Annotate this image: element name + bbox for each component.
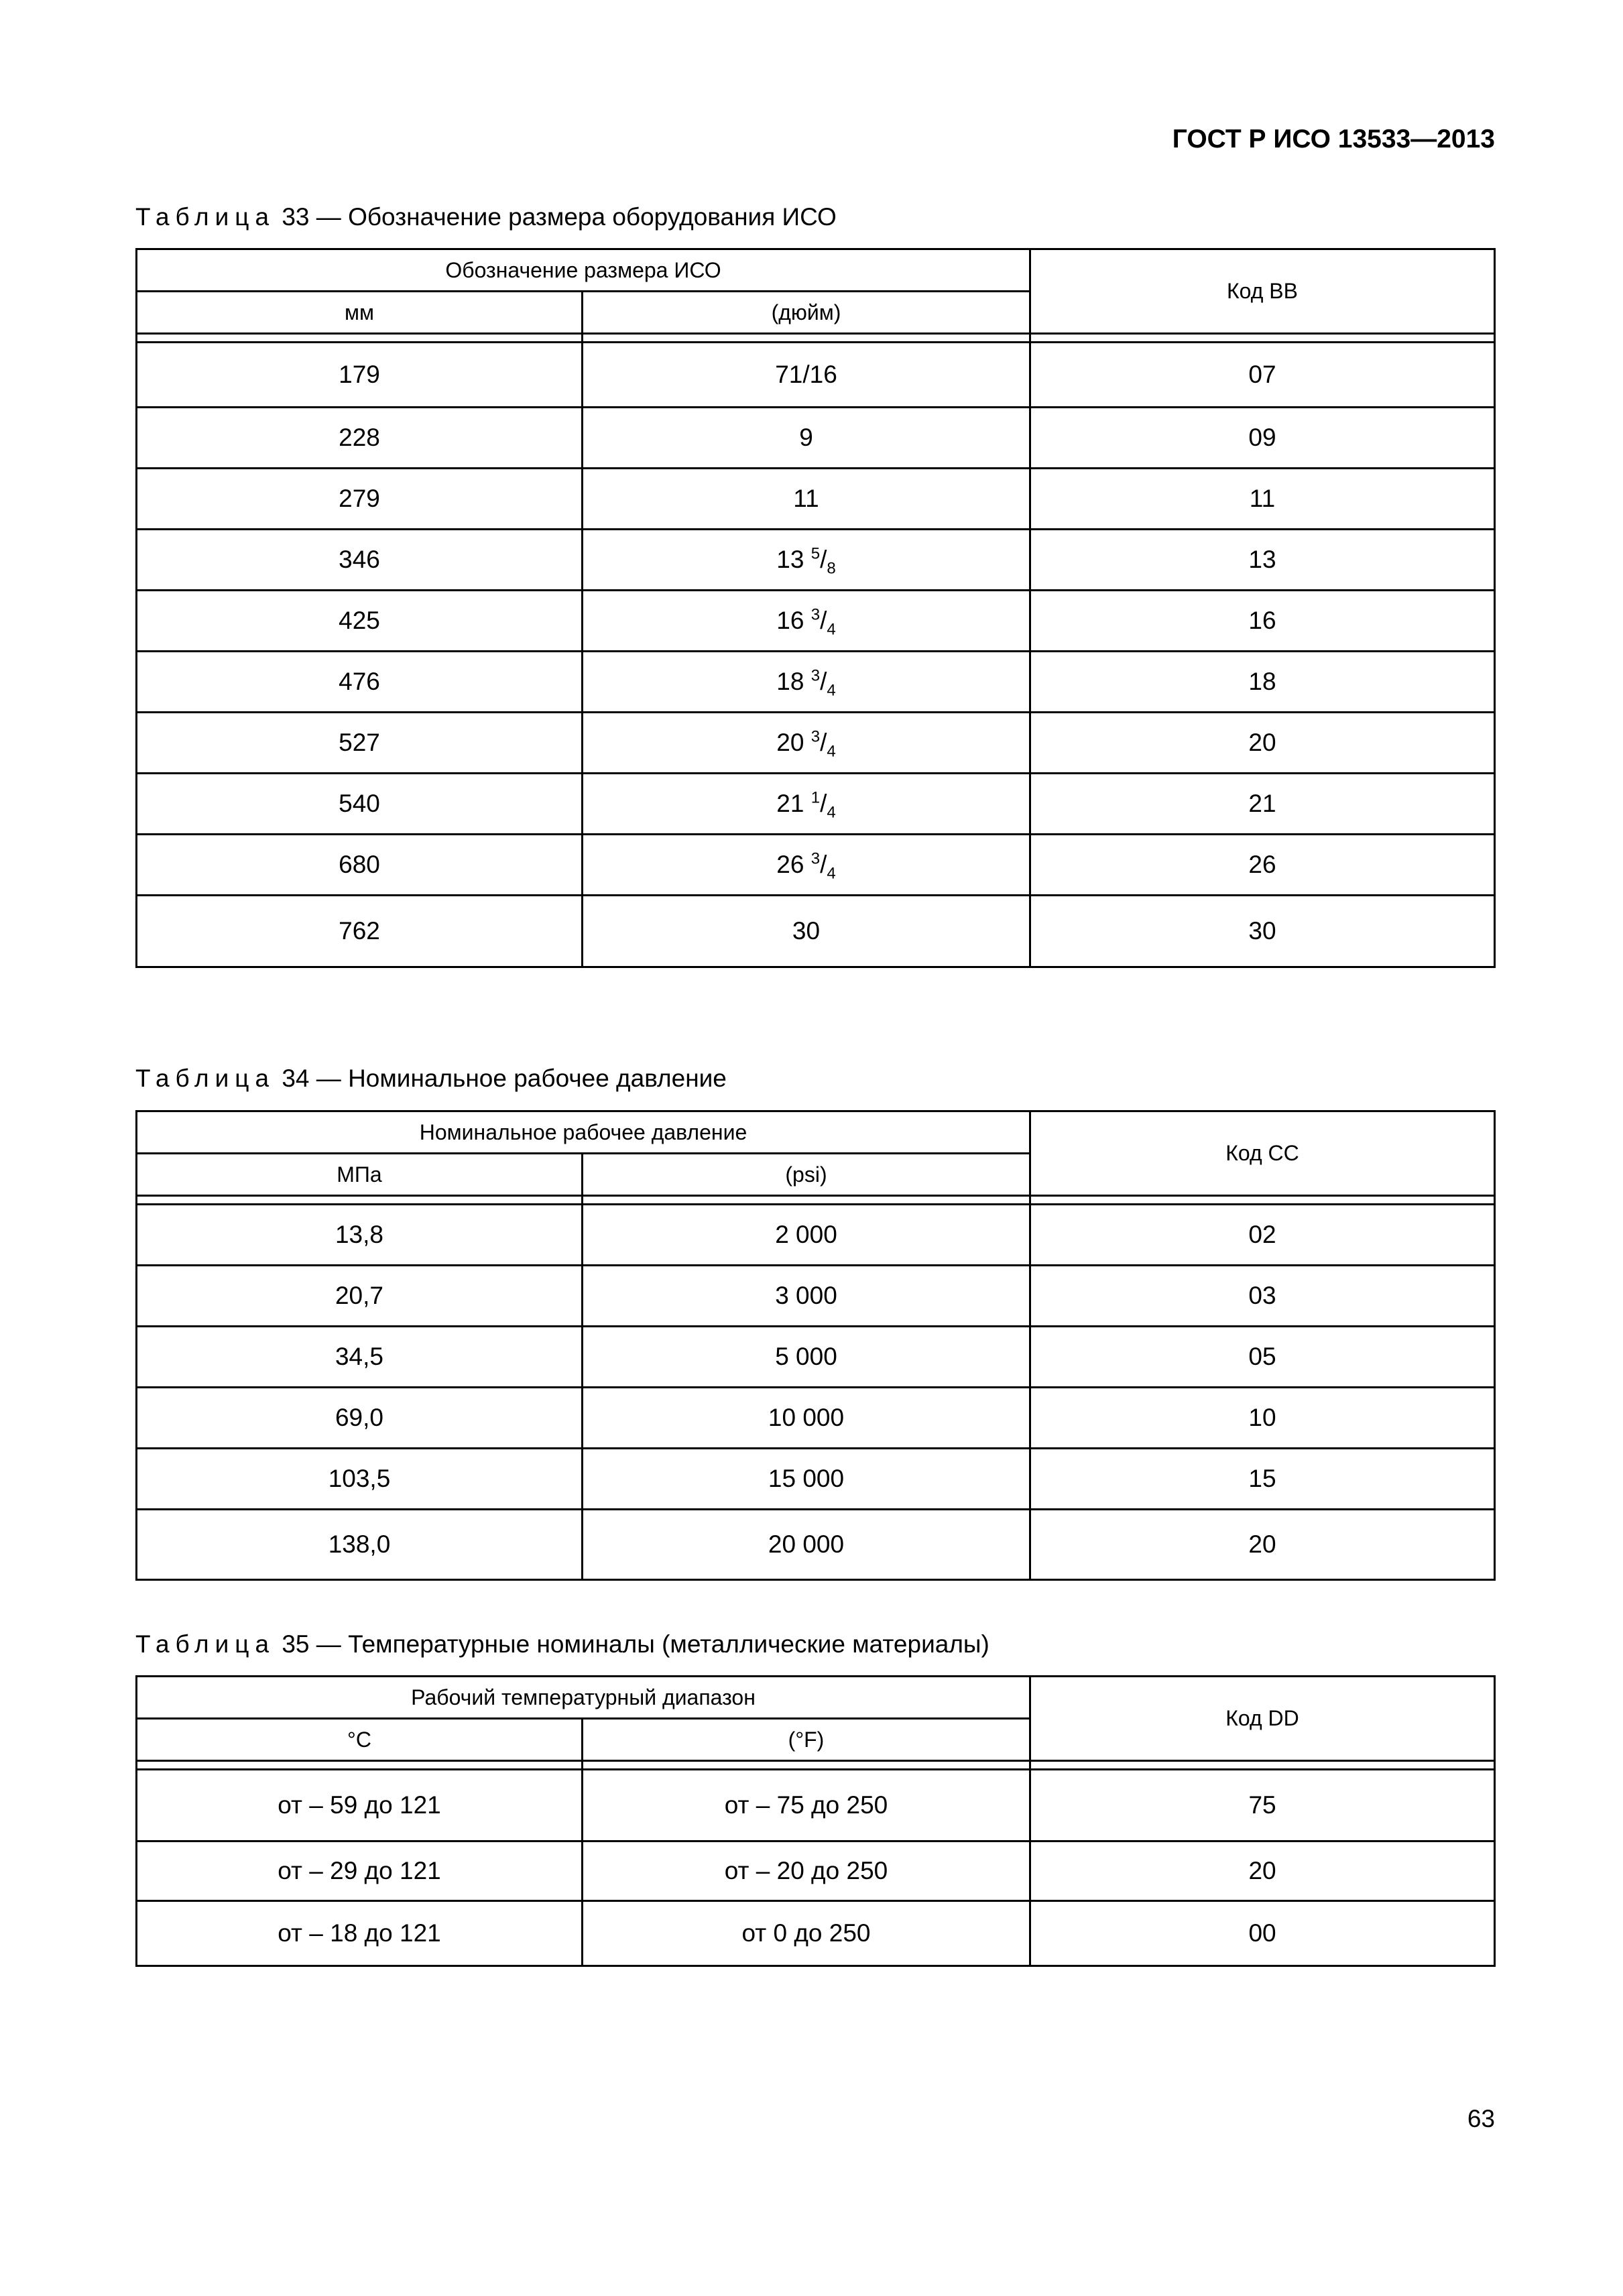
table-cell: 179 xyxy=(137,343,583,408)
table-cell: 13 $^5/_8$ xyxy=(583,530,1030,591)
table-35-col2-header: (°F) xyxy=(583,1719,1030,1761)
table-33-title: 33 — Обозначение размера оборудования ИСО xyxy=(282,203,837,231)
table-row xyxy=(137,1770,1495,1841)
table-cell: 20 $^3/_4$ xyxy=(583,713,1030,774)
table-35-caption xyxy=(135,1630,989,1658)
table-cell: 16 xyxy=(1030,591,1495,652)
table-cell: 3 000 xyxy=(583,1266,1030,1327)
table-cell: 02 xyxy=(1030,1205,1495,1266)
table-cell: 15 000 xyxy=(583,1449,1030,1510)
table-cell: 03 xyxy=(1030,1266,1495,1327)
table-cell: 425 xyxy=(137,591,583,652)
document-standard-number: ГОСТ Р ИСО 13533—2013 xyxy=(1172,125,1495,154)
table-cell: 10 xyxy=(1030,1388,1495,1449)
table-cell: 09 xyxy=(1030,408,1495,469)
table-row xyxy=(137,343,1495,408)
table-33-col2-header: (дюйм) xyxy=(583,292,1030,334)
table-cell: 20 000 xyxy=(583,1510,1030,1580)
table-cell: 20 xyxy=(1030,1510,1495,1580)
table-cell: 30 xyxy=(1030,896,1495,967)
table-row xyxy=(137,408,1495,469)
table-cell: 228 xyxy=(137,408,583,469)
table-cell: 07 xyxy=(1030,343,1495,408)
table-row xyxy=(137,1388,1495,1449)
table-cell: 20 xyxy=(1030,713,1495,774)
table-row xyxy=(137,1841,1495,1901)
table-cell: 540 xyxy=(137,774,583,835)
table-cell: от – 20 до 250 xyxy=(583,1841,1030,1901)
table-cell: 13,8 xyxy=(137,1205,583,1266)
table-cell: от – 59 до 121 xyxy=(137,1770,583,1841)
table-cell: 2 000 xyxy=(583,1205,1030,1266)
table-cell: 138,0 xyxy=(137,1510,583,1580)
table-cell: 30 xyxy=(583,896,1030,967)
table-cell: от – 18 до 121 xyxy=(137,1901,583,1966)
table-cell: 18 $^3/_4$ xyxy=(583,652,1030,713)
table-cell: 34,5 xyxy=(137,1327,583,1388)
table-cell: 05 xyxy=(1030,1327,1495,1388)
table-cell: 680 xyxy=(137,835,583,896)
table-35-code-header: Код DD xyxy=(1030,1677,1495,1761)
table-35 xyxy=(135,1675,1496,1967)
table-cell: 71/16 xyxy=(583,343,1030,408)
table-33-code-header: Код BB xyxy=(1030,249,1495,334)
table-cell: 11 xyxy=(583,469,1030,530)
table-35-title: 35 — Температурные номиналы (металлические материалы) xyxy=(282,1630,989,1658)
table-cell: 476 xyxy=(137,652,583,713)
table-row xyxy=(137,774,1495,835)
table-cell: 20,7 xyxy=(137,1266,583,1327)
table-cell: от – 29 до 121 xyxy=(137,1841,583,1901)
table-cell: 5 000 xyxy=(583,1327,1030,1388)
table-33-col1-header: мм xyxy=(137,292,583,334)
table-cell: 103,5 xyxy=(137,1449,583,1510)
table-34-col1-header: МПа xyxy=(137,1154,583,1196)
table-row xyxy=(137,469,1495,530)
table-row xyxy=(137,1327,1495,1388)
table-34-col2-header: (psi) xyxy=(583,1154,1030,1196)
table-34 xyxy=(135,1110,1496,1581)
table-cell: 26 xyxy=(1030,835,1495,896)
table-cell: 69,0 xyxy=(137,1388,583,1449)
table-row xyxy=(137,1449,1495,1510)
table-cell: 75 xyxy=(1030,1770,1495,1841)
table-row xyxy=(137,1205,1495,1266)
table-cell: 16 $^3/_4$ xyxy=(583,591,1030,652)
table-row xyxy=(137,530,1495,591)
table-35-group-header: Рабочий температурный диапазон xyxy=(137,1677,1030,1719)
table-35-col1-header: °C xyxy=(137,1719,583,1761)
table-34-title: 34 — Номинальное рабочее давление xyxy=(282,1065,727,1092)
table-34-code-header: Код CC xyxy=(1030,1111,1495,1196)
table-cell: 10 000 xyxy=(583,1388,1030,1449)
table-word: Таблица xyxy=(135,1065,276,1092)
table-cell: 11 xyxy=(1030,469,1495,530)
table-cell: 9 xyxy=(583,408,1030,469)
table-row xyxy=(137,652,1495,713)
table-cell: от – 75 до 250 xyxy=(583,1770,1030,1841)
page-number: 63 xyxy=(1467,2105,1495,2132)
table-cell: 00 xyxy=(1030,1901,1495,1966)
table-row xyxy=(137,835,1495,896)
table-cell: 527 xyxy=(137,713,583,774)
table-cell: 21 xyxy=(1030,774,1495,835)
table-33-caption xyxy=(135,203,837,231)
table-34-group-header: Номинальное рабочее давление xyxy=(137,1111,1030,1154)
table-word: Таблица xyxy=(135,203,276,231)
table-row xyxy=(137,1510,1495,1580)
table-cell: 279 xyxy=(137,469,583,530)
table-row xyxy=(137,896,1495,967)
table-cell: 13 xyxy=(1030,530,1495,591)
table-row xyxy=(137,713,1495,774)
table-row xyxy=(137,1266,1495,1327)
table-33-group-header: Обозначение размера ИСО xyxy=(137,249,1030,292)
table-cell: 18 xyxy=(1030,652,1495,713)
table-cell: 346 xyxy=(137,530,583,591)
table-34-caption xyxy=(135,1065,727,1093)
table-cell: 26 $^3/_4$ xyxy=(583,835,1030,896)
table-cell: 20 xyxy=(1030,1841,1495,1901)
table-word: Таблица xyxy=(135,1630,276,1658)
table-row xyxy=(137,591,1495,652)
table-33 xyxy=(135,248,1496,968)
table-cell: от 0 до 250 xyxy=(583,1901,1030,1966)
table-cell: 21 $^1/_4$ xyxy=(583,774,1030,835)
table-cell: 762 xyxy=(137,896,583,967)
table-cell: 15 xyxy=(1030,1449,1495,1510)
table-row xyxy=(137,1901,1495,1966)
